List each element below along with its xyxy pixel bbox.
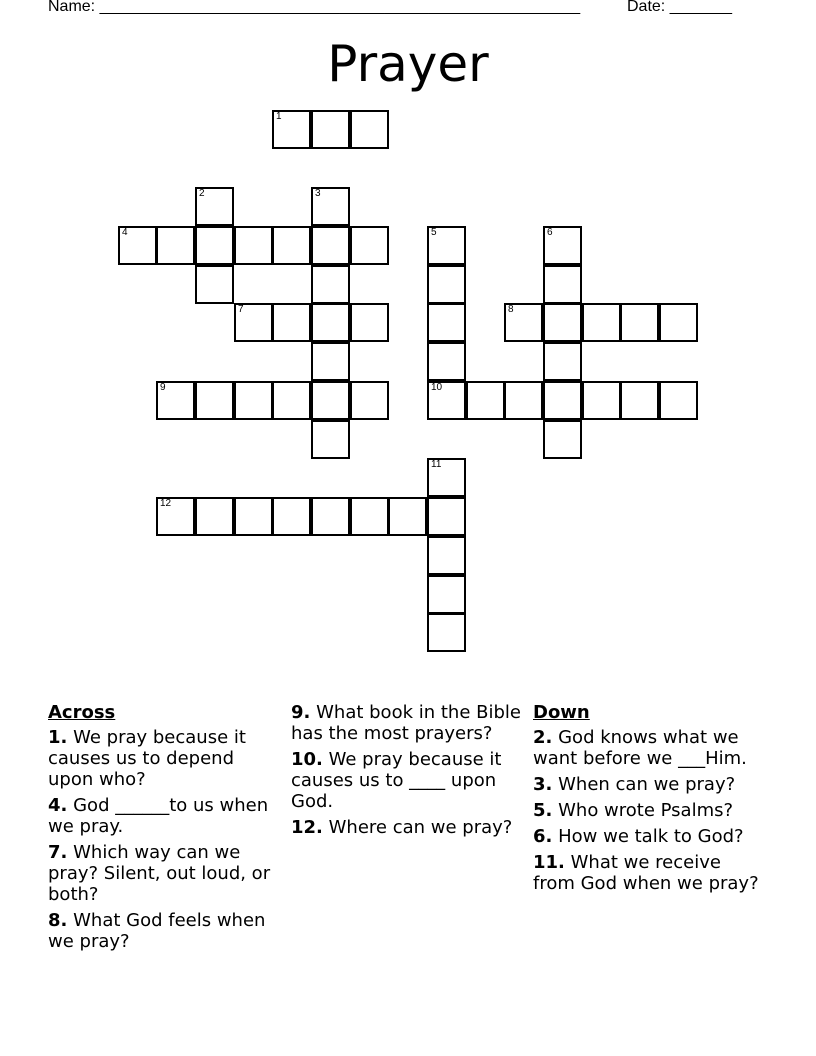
- clue-number: 2.: [533, 727, 553, 748]
- grid-cell[interactable]: [582, 381, 621, 420]
- across-clues-column-2: [291, 702, 523, 843]
- grid-cell[interactable]: [156, 381, 195, 420]
- clue-number: 4: [122, 227, 128, 238]
- grid-cell[interactable]: [311, 420, 350, 459]
- grid-cell[interactable]: [195, 187, 234, 226]
- clue-text: How we talk to God?: [558, 826, 744, 847]
- clue-number: 6.: [533, 826, 553, 847]
- down-heading: Down: [533, 702, 590, 723]
- grid-cell[interactable]: [272, 381, 311, 420]
- grid-cell[interactable]: [311, 497, 350, 536]
- grid-cell[interactable]: [272, 110, 311, 149]
- clue-across-8: [48, 910, 280, 952]
- clue-number: 1: [276, 111, 282, 122]
- grid-cell[interactable]: [427, 575, 466, 614]
- clue-text: When can we pray?: [558, 774, 736, 795]
- grid-cell[interactable]: [543, 420, 582, 459]
- grid-cell[interactable]: [543, 303, 582, 342]
- grid-cell[interactable]: [234, 303, 273, 342]
- grid-cell[interactable]: [156, 226, 195, 265]
- grid-cell[interactable]: [311, 187, 350, 226]
- clue-across-4: [48, 795, 280, 837]
- grid-cell[interactable]: [195, 381, 234, 420]
- grid-cell[interactable]: [234, 381, 273, 420]
- name-field[interactable]: Name: ______________________________________________________: [48, 0, 581, 15]
- grid-cell[interactable]: [272, 226, 311, 265]
- grid-cell[interactable]: [311, 110, 350, 149]
- clue-number: 6: [547, 227, 553, 238]
- clue-number: 7.: [48, 842, 68, 863]
- grid-cell[interactable]: [582, 303, 621, 342]
- clue-number: 4.: [48, 795, 68, 816]
- clue-text: We pray because it causes us to ____ upon God.: [291, 749, 502, 812]
- clue-across-10: [291, 749, 523, 812]
- clue-text: Who wrote Psalms?: [558, 800, 734, 821]
- grid-cell[interactable]: [311, 381, 350, 420]
- date-field[interactable]: Date: _______: [627, 0, 732, 15]
- grid-cell[interactable]: [388, 497, 427, 536]
- clue-number: 12.: [291, 817, 323, 838]
- grid-cell[interactable]: [350, 381, 389, 420]
- grid-cell[interactable]: [350, 497, 389, 536]
- clue-number: 7: [238, 304, 244, 315]
- grid-cell[interactable]: [427, 497, 466, 536]
- clue-number: 8.: [48, 910, 68, 931]
- grid-cell[interactable]: [620, 303, 659, 342]
- grid-cell[interactable]: [466, 381, 505, 420]
- grid-cell[interactable]: [234, 226, 273, 265]
- clue-across-1: [48, 727, 280, 790]
- grid-cell[interactable]: [543, 226, 582, 265]
- clue-across-9: [291, 702, 523, 744]
- clue-number: 2: [199, 188, 205, 199]
- grid-cell[interactable]: [659, 303, 698, 342]
- grid-cell[interactable]: [311, 303, 350, 342]
- grid-cell[interactable]: [427, 381, 466, 420]
- grid-cell[interactable]: [195, 497, 234, 536]
- clue-number: 5.: [533, 800, 553, 821]
- clue-number: 10: [431, 382, 443, 393]
- grid-cell[interactable]: [272, 303, 311, 342]
- clue-text: God knows what we want before we ___Him.: [533, 727, 747, 769]
- clue-text: We pray because it causes us to depend upon who?: [48, 727, 246, 790]
- clue-number: 9: [160, 382, 166, 393]
- clue-text: What God feels when we pray?: [48, 910, 266, 952]
- grid-cell[interactable]: [427, 265, 466, 304]
- clue-number: 12: [160, 498, 172, 509]
- clue-number: 11: [431, 459, 442, 470]
- clue-number: 8: [508, 304, 514, 315]
- grid-cell[interactable]: [350, 303, 389, 342]
- across-heading: Across: [48, 702, 116, 723]
- grid-cell[interactable]: [427, 342, 466, 381]
- clue-text: What book in the Bible has the most prayers?: [291, 702, 521, 744]
- clue-number: 9.: [291, 702, 311, 723]
- clue-text: God ______to us when we pray.: [48, 795, 269, 837]
- grid-cell[interactable]: [350, 110, 389, 149]
- grid-cell[interactable]: [427, 226, 466, 265]
- clue-number: 3: [315, 188, 321, 199]
- clue-text: Where can we pray?: [328, 817, 513, 838]
- across-clues-column-1: [48, 702, 280, 957]
- grid-cell[interactable]: [195, 265, 234, 304]
- grid-cell[interactable]: [195, 226, 234, 265]
- grid-cell[interactable]: [311, 226, 350, 265]
- grid-cell[interactable]: [427, 458, 466, 497]
- grid-cell[interactable]: [659, 381, 698, 420]
- clue-number: 5: [431, 227, 437, 238]
- grid-cell[interactable]: [311, 265, 350, 304]
- clue-number: 3.: [533, 774, 553, 795]
- grid-cell[interactable]: [543, 265, 582, 304]
- grid-cell[interactable]: [543, 381, 582, 420]
- grid-cell[interactable]: [234, 497, 273, 536]
- down-clues-column: [533, 702, 765, 899]
- clue-down-11: [533, 852, 765, 894]
- clue-text: What we receive from God when we pray?: [533, 852, 759, 894]
- clue-down-2: [533, 727, 765, 769]
- grid-cell[interactable]: [350, 226, 389, 265]
- clue-text: Which way can we pray? Silent, out loud, or both?: [48, 842, 271, 905]
- grid-cell[interactable]: [156, 497, 195, 536]
- clue-number: 10.: [291, 749, 323, 770]
- grid-cell[interactable]: [311, 342, 350, 381]
- clue-across-12: [291, 817, 523, 838]
- grid-cell[interactable]: [504, 381, 543, 420]
- clue-number: 1.: [48, 727, 68, 748]
- grid-cell[interactable]: [427, 303, 466, 342]
- grid-cell[interactable]: [272, 497, 311, 536]
- clue-across-7: [48, 842, 280, 905]
- clue-down-3: [533, 774, 765, 795]
- grid-cell[interactable]: [504, 303, 543, 342]
- grid-cell[interactable]: [543, 342, 582, 381]
- clue-down-5: [533, 800, 765, 821]
- grid-cell[interactable]: [620, 381, 659, 420]
- grid-cell[interactable]: [427, 613, 466, 652]
- clue-down-6: [533, 826, 765, 847]
- grid-cell[interactable]: [118, 226, 157, 265]
- grid-cell[interactable]: [427, 536, 466, 575]
- clue-number: 11.: [533, 852, 565, 873]
- puzzle-title: Prayer: [327, 35, 489, 93]
